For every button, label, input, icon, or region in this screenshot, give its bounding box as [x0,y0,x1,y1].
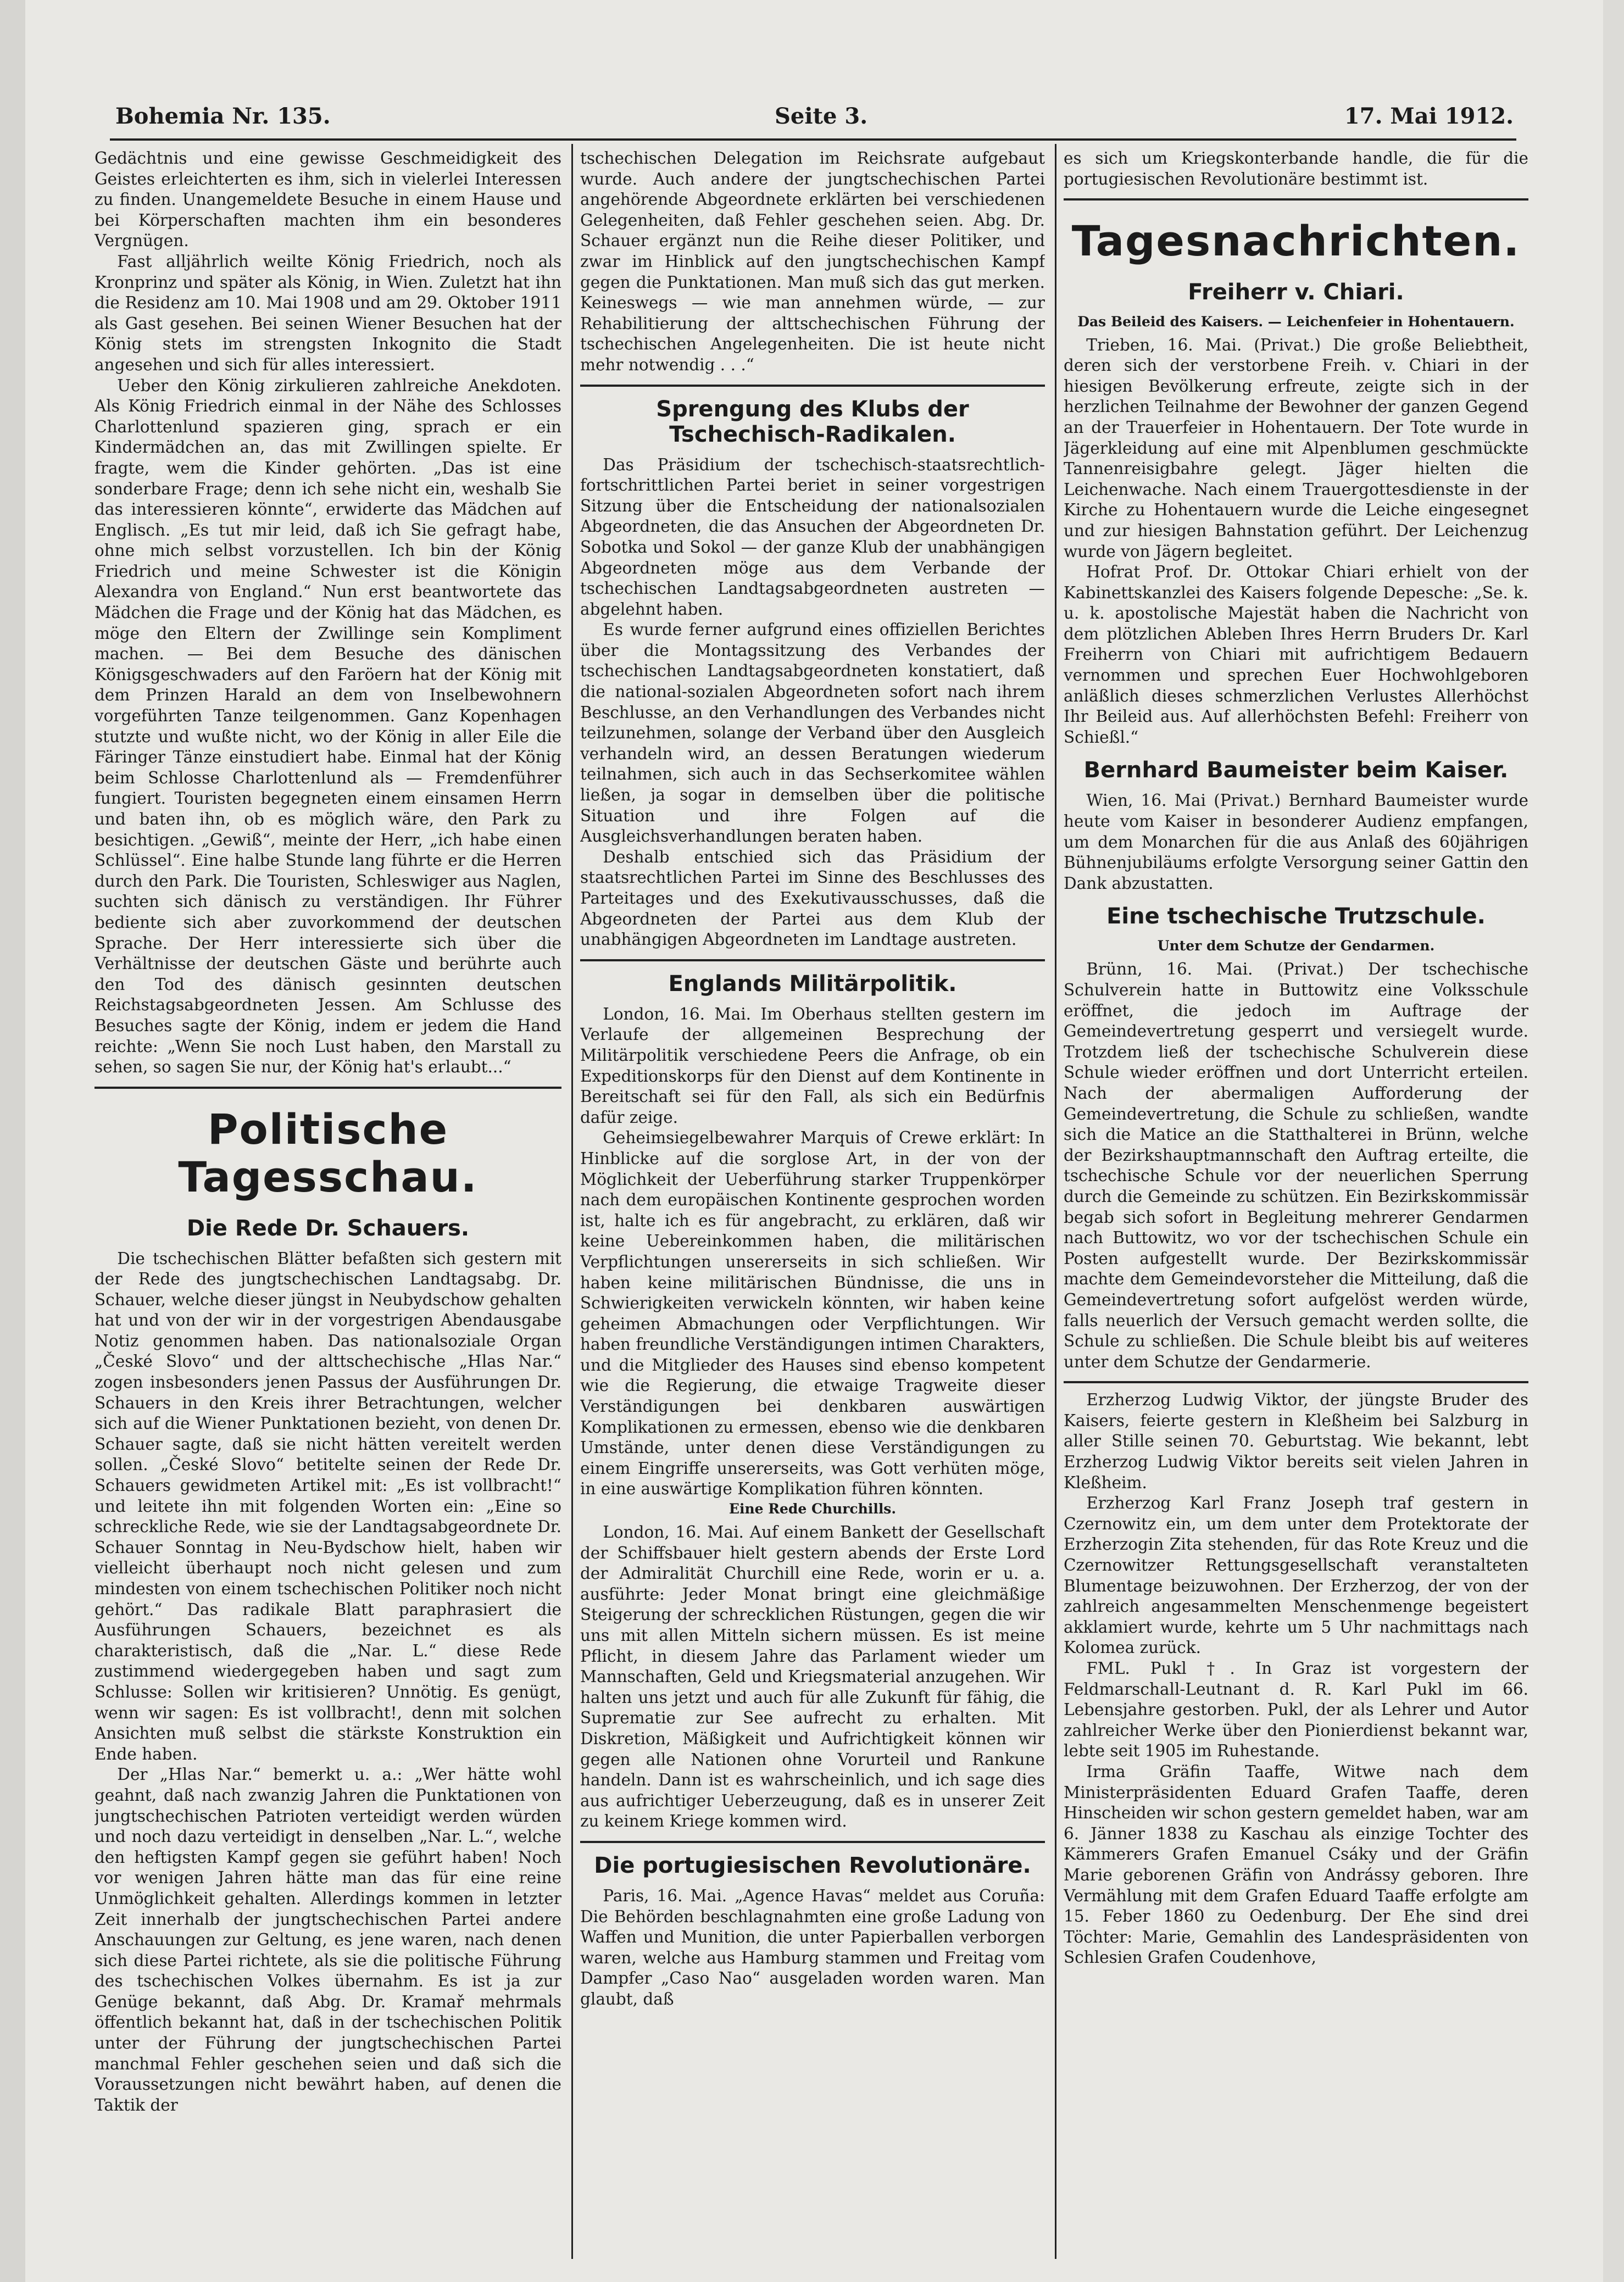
article-paragraph: Die tschechischen Blätter befaßten sich gestern mit der Rede des jungtschechischen Landtagsabg. Dr. Schauer, welche dieser jüngst in Neubydschow gehalten hat und von der wir in der vorgestrigen Abendausgabe Notiz genommen haben. Das nationalsoziale Organ „České Slovo“ und der alttschechische „Hlas Nar.“ zogen insbesonders jenen Passus der Ausführungen Dr. Schauers in den Kreis ihrer Betrachtungen, welcher sich auf die Wiener Punktationen bezieht, von denen Dr. Schauer sagte, daß sie nicht hätten vereitelt werden sollen. „České Slovo“ betitelte seinen der Rede Dr. Schauers gewidmeten Artikel mit: „Es ist vollbracht!“ und leitete ihn mit folgenden Worten ein: „Eine so schreckliche Rede, wie sie der Landtagsabgeordnete Dr. Schauer Sonntag in Neu-Bydschow hielt, haben wir vielleicht überhaupt noch nicht gelesen und zum mindesten von einem tschechischen Politiker noch nicht gehört.“ Das radikale Blatt paraphrasiert die Ausführungen Schauers, bezeichnet es als charakteristisch, daß die „Nar. L.“ diese Rede zustimmend wiedergegeben haben und sagt zum Schlusse: Sollen wir kritisieren? Unnötig. Es genügt, wenn wir sagen: Es ist vollbracht!, denn mit solchen Ansichten muß selbst die stärkste Konstruktion ein Ende haben. [94,1249,561,1763]
article-paragraph: Der „Hlas Nar.“ bemerkt u. a.: „Wer hätte wohl geahnt, daß nach zwanzig Jahren die Punktationen von jungtschechischen Patrioten verteidigt werden würden und noch dazu verteidigt in denselben „Nar. L.“, welche den heftigsten Kampf gegen sie geführt haben! Noch vor wenigen Jahren hätte man das für eine reine Unmöglichkeit gehalten. Allerdings kommen in letzter Zeit innerhalb der jungtschechischen Partei andere Anschauungen zur Geltung, es jene waren, nach denen sich diese Partei richtete, als sie die politische Führung des tschechischen Volkes übernahm. Es ist ja zur Genüge bekannt, daß Abg. Dr. Kramař mehrmals öffentlich bekannt hat, daß in der tschechischen Politik unter der Führung der jungtschechischen Partei manchmal Fehler geschehen seien und daß sich die Voraussetzungen nicht bewährt haben, auf denen die Taktik der [94,1765,561,2114]
article-paragraph: Es wurde ferner aufgrund eines offiziellen Berichtes über die Montagssitzung des Verbandes der tschechischen Landtagsabgeordneten konstatiert, daß die national-sozialen Abgeordneten sofort nach ihrem Beschlusse, an den Verhandlungen des Verbandes nicht teilzunehmen, solange der Verband über den Ausgleich verhandeln wird, an dessen Beratungen wiederum teilnahmen, sich auch in das Sechserkomitee wählen ließen, ja sogar in demselben über die politische Situation und ihre Folgen auf die Ausgleichsverhandlungen beraten haben. [580,620,1045,846]
article-headline-trutzschule: Eine tschechische Trutzschule. [1106,904,1486,930]
article-subheadline-beileid: Das Beileid des Kaisers. — Leichenfeier in Hohentauern. [1077,313,1515,330]
article-paragraph: Das Präsidium der tschechisch-staatsrechtlich-fortschrittlichen Partei beriet in seiner vorgestrigen Sitzung über die Entscheidung der nationalsozialen Abgeordneten, die das Ansuchen der Abgeordneten Dr. Sobotka und Sokol — der ganze Klub der unabhängigen Abgeordneten möge aus dem Verbande der tschechischen Landtagsabgeordneten austreten — abgelehnt haben. [580,455,1045,619]
article-paragraph: Brünn, 16. Mai. (Privat.) Der tschechische Schulverein hatte in Buttowitz eine Volksschule eröffnet, die jedoch im Auftrage der Gemeindevertretung gesperrt und versiegelt wurde. Trotzdem ließ der tschechische Schulverein diese Schule wieder eröffnen und dort Unterricht erteilen. Nach der abermaligen Aufforderung der Gemeindevertretung, die Schule zu schließen, wandte sich die Matice an die Statthalterei in Brünn, welche der Bezirkshauptmannschaft den Auftrag erteilte, die tschechische Schule vor der neuerlichen Sperrung durch die Gemeinde zu schützen. Ein Bezirkskommissär begab sich sofort in Begleitung mehrerer Gendarmen nach Buttowitz, wo vor der tschechischen Schule ein Posten aufgestellt wurde. Der Bezirkskommissär machte dem Gemeindevorsteher die Mitteilung, daß die Gemeindevertretung sofort aufgelöst werden würde, falls neuerlich der Versuch gemacht werden sollte, die Schule zu schließen. Die Schule bleibt bis auf weiteres unter dem Schutze der Gendarmerie. [1064,960,1528,1371]
article-paragraph: Geheimsiegelbewahrer Marquis of Crewe erklärt: In Hinblicke auf die sorglose Art, in der von der Möglichkeit der Ueberführung starker Truppenkörper nach dem europäischen Kontinente gesprochen worden ist, halte ich es für angebracht, zu erklären, daß wir keine Uebereinkommen haben, die militärischen Verpflichtungen unsererseits in sich schließen. Wir haben keine militärischen Bündnisse, die uns in Schwierigkeiten verwickeln könnten, wir haben keine geheimen Abmachungen oder Verpflichtungen. Wir haben freundliche Verständigungen intimen Charakters, und die Mitglieder des Hauses sind ebenso kompetent wie die Regierung, die etwaige Tragweite dieser Verständigungen bei denkbaren auswärtigen Komplikationen zu ermessen, ebenso wie die denkbaren Umstände, unter denen diese Verständigungen zu einem Eingriffe unsererseits, was Gott verhüten möge, in eine auswärtige Komplikation führen könnten. [580,1128,1045,1499]
article-headline-rede-schauers: Die Rede Dr. Schauers. [186,1215,470,1241]
article-paragraph: Wien, 16. Mai (Privat.) Bernhard Baumeister wurde heute vom Kaiser in besonderer Audienz empfangen, um dem Monarchen für die aus Anlaß des 60jährigen Bühnenjubiläums erfolgte Versorgung seiner Gattin den Dank abzustatten. [1064,791,1528,893]
section-heading-tagesnachrichten: Tagesnachrichten. [1071,216,1521,266]
article-headline-englands-militaerpolitik: Englands Militärpolitik. [668,971,957,997]
article-paragraph: Erzherzog Ludwig Viktor, der jüngste Bruder des Kaisers, feierte gestern in Kleßheim bei Salzburg in aller Stille seinen 70. Geburtstag. Wie bekannt, lebt Erzherzog Ludwig Viktor bereits seit vielen Jahren in Kleßheim. [1064,1390,1528,1492]
article-subheadline-gendarmen: Unter dem Schutze der Gendarmen. [1157,938,1435,954]
section-separator [1064,1381,1528,1383]
article-paragraph: tschechischen Delegation im Reichsrate aufgebaut wurde. Auch andere der jungtschechischen Partei angehörende Abgeordnete erklärten bei verschiedenen Gelegenheiten, daß Fehler geschehen seien. Abg. Dr. Schauer ergänzt nun die Reihe dieser Politiker, und zwar im Hinblick auf den jungtschechischen Kampf gegen die Punktationen. Man muß sich das gut merken. Keineswegs — wie man annehmen würde, — zur Rehabilitierung der alttschechischen Führung der tschechischen Angelegenheiten. Die ist heute nicht mehr notwendig . . .“ [580,149,1045,374]
section-separator [580,385,1045,387]
article-paragraph: Irma Gräfin Taaffe, Witwe nach dem Ministerpräsidenten Eduard Grafen Taaffe, deren Hinscheiden wir schon gestern gemeldet haben, war am 6. Jänner 1838 zu Kaschau als einzige Tochter des Kämmerers Grafen Emanuel Csáky und der Gräfin Marie geborenen Gräfin von Andrássy geboren. Ihre Vermählung mit dem Grafen Eduard Taaffe erfolgte am 15. Feber 1860 zu Oedenburg. Der Ehe sind drei Töchter: Marie, Gemahlin des Landespräsidenten von Schlesien Grafen Coudenhove, [1064,1762,1528,1967]
article-headline-baumeister: Bernhard Baumeister beim Kaiser. [1083,758,1509,783]
section-heading-politische-tagesschau: Politische Tagesschau. [178,1104,478,1202]
header-rule [110,138,1516,141]
article-headline-portugiesische-revolutionaere: Die portugiesischen Revolutionäre. [594,1852,1031,1878]
article-paragraph: Trieben, 16. Mai. (Privat.) Die große Beliebtheit, deren sich der verstorbene Freih. v. Chiari in der hiesigen Bevölkerung erfreute, zeigte sich in der herzlichen Teilnahme der Bewohner der ganzen Gegend an der Trauerfeier in Hohentauern. Der Tote wurde in Jägerkleidung auf eine mit Alpenblumen geschmückte Tannenreisigbahre gelegt. Jäger hielten die Leichenwache. Nach einem Trauergottesdienste in der Kirche zu Hohentauern wurde die Leiche eingesegnet und zur hiesigen Bahnstation geführt. Der Leichenzug wurde von Jägern begleitet. [1064,335,1528,561]
header-page-number: Seite 3. [775,103,868,129]
article-paragraph: Erzherzog Karl Franz Joseph traf gestern in Czernowitz ein, um dem unter dem Protektorate der Erzherzogin Zita stehenden, für das Rote Kreuz und die Czernowitzer Rettungsgesellschaft veranstalteten Blumentage beizuwohnen. Der Erzherzog, der von der zahlreich angesammelten Menschenmenge begeistert akklamiert wurde, kehrte um 5 Uhr nachmittags nach Kolomea zurück. [1064,1494,1528,1657]
section-separator [580,959,1045,961]
article-paragraph: FML. Pukl †. In Graz ist vorgestern der Feldmarschall-Leutnant d. R. Karl Pukl im 66. Lebensjahre gestorben. Pukl, der als Lehrer und Autor zahlreicher Werke über den Pionierdienst bekannt war, lebte seit 1905 im Ruhestande. [1064,1659,1528,1761]
article-paragraph: London, 16. Mai. Im Oberhaus stellten gestern im Verlaufe der allgemeinen Besprechung der Militärpolitik verschiedene Peers die Anfrage, ob ein Expeditionskorps für den Dienst auf dem Kontinente in Bereitschaft sei für den Fall, als sich ein Bedürfnis dafür zeige. [580,1004,1045,1127]
header-date: 17. Mai 1912. [1344,103,1514,129]
section-separator [1064,198,1528,201]
page-header [115,103,1514,136]
article-paragraph: Ueber den König zirkulieren zahlreiche Anekdoten. Als König Friedrich einmal in der Nähe des Schlosses Charlottenlund spazieren ging, sprach er ein Kindermädchen an, das mit Zwillingen spielte. Er fragte, wem die Kinder gehörten. „Das ist eine sonderbare Frage; denn ich sehe nicht ein, weshalb Sie das interessieren könnte“, erwiderte das Mädchen auf Englisch. „Es tut mir leid, daß ich Sie gefragt habe, ohne mich selbst vorzustellen. Ich bin der König Friedrich und meine Schwester ist die Königin Alexandra von England.“ Nun erst beantwortete das Mädchen die Frage und der König hat das Mädchen, es möge den Eltern der Zwillinge sein Kompliment machen. — Bei dem Besuche des dänischen Königsgeschwaders auf den Faröern hat der König mit dem Prinzen Harald an dem von Inselbewohnern vorgeführten Tanze teilgenommen. Ganz Kopenhagen stutzte und wußte nicht, wo der König in aller Eile die Färinger Tänze einstudiert habe. Einmal hat der König beim Schlosse Charlottenlund als — Fremdenführer fungiert. Touristen begegneten einem einsamen Herrn und baten ihn, ob es möglich wäre, den Park zu besichtigen. „Gewiß“, meinte der Herr, „ich habe einen Schlüssel“. Eine halbe Stunde lang führte er die Herren durch den Park. Die Touristen, Schleswiger aus Naglen, suchten sich dänisch zu verständigen. Ihr Führer bediente sich aber zuvorkommend der deutschen Sprache. Der Herr interessierte sich über die Verhältnisse der deutschen Gäste und berührte auch den Tod des dänisch gesinnten deutschen Reichstagsabgeordneten Jessen. Am Schlusse des Besuches sagte der König, indem er jedem die Hand reichte: „Wenn Sie noch Lust haben, den Marstall zu sehen, so sagen Sie nur, der König hat's erlaubt...“ [94,376,561,1077]
column-2 [580,148,1045,2252]
article-paragraph: Deshalb entschied sich das Präsidium der staatsrechtlichen Partei im Sinne des Beschlusses des Parteitages und des Exekutivausschusses, daß die Abgeordneten der Partei aus dem Klub der unabhängigen Abgeordneten im Landtage austreten. [580,847,1045,949]
article-headline-sprengung-klub: Sprengung des Klubs der Tschechisch-Radikalen. [656,396,969,447]
article-headline-freiherr-chiari: Freiherr v. Chiari. [1188,279,1404,305]
page-edge-right [1603,0,1624,2282]
column-divider-1 [571,144,573,2259]
article-subheadline-rede-churchills: Eine Rede Churchills. [728,1501,897,1517]
article-paragraph: es sich um Kriegskonterbande handle, die für die portugiesischen Revolutionäre bestimmt ist. [1064,149,1528,188]
page-edge-left [0,0,25,2282]
article-paragraph: Gedächtnis und eine gewisse Geschmeidigkeit des Geistes erleichterten es ihm, sich in vielerlei Interessen zu finden. Unangemeldete Besuche in einem Hause und bei Körperschaften machten ihm ein besonderes Vergnügen. [94,149,561,251]
column-divider-2 [1055,144,1056,2259]
section-separator [94,1087,561,1089]
column-1 [94,148,561,2252]
article-paragraph: London, 16. Mai. Auf einem Bankett der Gesellschaft der Schiffsbauer hielt gestern abends der Erste Lord der Admiralität Churchill eine Rede, worin er u. a. ausführte: Jeder Monat bringt eine gleichmäßige Steigerung der schrecklichen Rüstungen, gegen die wir uns mit allen Mitteln sichern müssen. Es ist meine Pflicht, in diesem Jahre das Parlament wieder um Mannschaften, Geld und Kriegsmaterial anzugehen. Wir halten uns jetzt und auch für alle Zukunft für fähig, die Suprematie zur See aufrecht zu erhalten. Mit Diskretion, Mäßigkeit und Aufrichtigkeit können wir gegen alle Nationen ohne Vorurteil und Rankune handeln. Dann ist es wahrscheinlich, und ich sage dies aus aufrichtiger Ueberzeugung, daß es in unserer Zeit zu keinem Kriege kommen wird. [580,1523,1045,1831]
article-paragraph: Fast alljährlich weilte König Friedrich, noch als Kronprinz und später als König, in Wien. Zuletzt hat ihn die Residenz am 10. Mai 1908 und am 29. Oktober 1911 als Gast gesehen. Bei seinen Wiener Besuchen hat der König stets im strengsten Inkognito die Stadt angesehen und sich für alles interessiert. [94,252,561,374]
article-paragraph: Hofrat Prof. Dr. Ottokar Chiari erhielt von der Kabinettskanzlei des Kaisers folgende Depesche: „Se. k. u. k. apostolische Majestät haben die Nachricht von dem plötzlichen Ableben Ihres Herrn Bruders Dr. Karl Freiherrn von Chiari mit aufrichtigem Bedauern vernommen und sprechen Euer Hochwohlgeboren anläßlich dieses schmerzlichen Verlustes Allerhöchst Ihr Beileid aus. Auf allerhöchsten Befehl: Freiherr von Schießl.“ [1064,563,1528,747]
column-3 [1064,148,1528,2252]
header-issue: Bohemia Nr. 135. [115,103,331,129]
section-separator [580,1841,1045,1843]
article-paragraph: Paris, 16. Mai. „Agence Havas“ meldet aus Coruña: Die Behörden beschlagnahmten eine große Ladung von Waffen und Munition, die unter Papierballen verborgen waren, welche aus Hamburg stammen und Freitag vom Dampfer „Caso Nao“ ausgeladen worden waren. Man glaubt, daß [580,1886,1045,2008]
